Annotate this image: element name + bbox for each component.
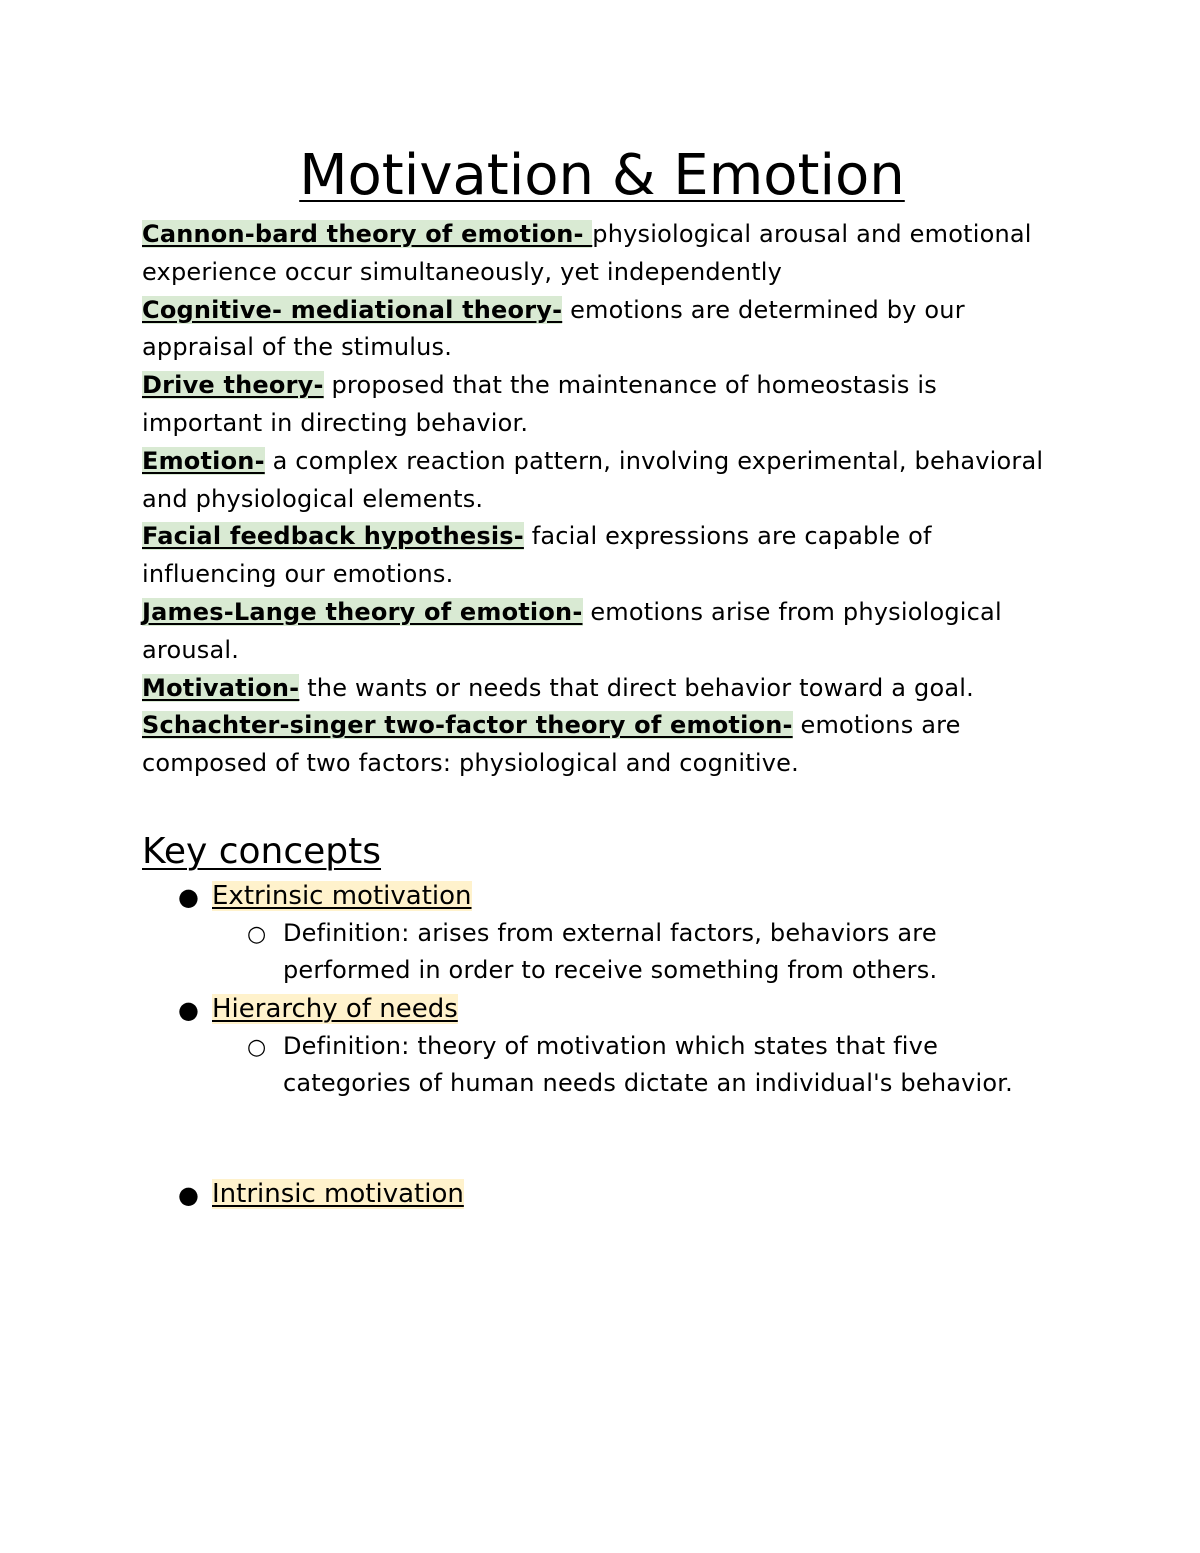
term-entry [142,594,1062,670]
concept-definition [212,915,1062,990]
key-concepts-list [142,877,1062,1213]
concept-sub-list [212,915,1062,990]
term-definition: emotions are determined by our appraisal of the stimulus. [142,295,965,362]
concept-sub-list [212,1028,1062,1103]
concept-label: Intrinsic motivation [212,1178,464,1209]
filled-circle-icon: ● [178,882,199,911]
blank-space [142,1103,1062,1175]
hollow-circle-icon: ○ [247,1034,267,1060]
term-entry [142,518,1062,594]
concept-definition-text: Definition: arises from external factors, behaviors are performed in order to receive something from others. [283,918,938,985]
term-label: Cognitive- mediational theory- [142,295,563,324]
concept-item [142,877,1062,990]
term-entry [142,707,1062,783]
term-label: Facial feedback hypothesis- [142,522,524,551]
term-label: Cannon-bard theory of emotion- [142,220,593,248]
terms-list [142,216,1062,783]
term-label: Emotion- [142,446,265,475]
term-label: Drive theory- [142,371,324,400]
term-label: Schachter-singer two-factor theory of emotion- [142,711,793,740]
key-concepts-heading: Key concepts [142,830,382,872]
term-entry [142,216,1062,292]
term-definition: emotions are composed of two factors: physiological and cognitive. [142,711,961,778]
term-definition: the wants or needs that direct behavior toward a goal. [299,673,974,702]
concept-definition [212,1028,1062,1103]
concept-label: Extrinsic motivation [212,880,472,911]
concept-item [142,1175,1062,1213]
concept-definition-text: Definition: theory of motivation which states that five categories of human needs dictate an individual's behavior. [283,1031,1013,1098]
term-label: James-Lange theory of emotion- [142,597,583,626]
page-title: Motivation & Emotion [299,143,905,208]
filled-circle-icon: ● [178,995,199,1024]
term-label: Motivation- [142,673,300,702]
term-entry [142,443,1062,519]
term-entry [142,670,1062,708]
filled-circle-icon: ● [178,1180,199,1209]
term-entry [142,292,1062,368]
concept-item [142,990,1062,1103]
term-definition: physiological arousal and emotional experience occur simultaneously, yet independently [142,220,1032,286]
term-definition: emotions arise from physiological arousal. [142,597,1002,664]
term-definition: a complex reaction pattern, involving experimental, behavioral and physiological elements. [142,446,1044,513]
term-definition: facial expressions are capable of influencing our emotions. [142,522,932,589]
document-page [142,138,1062,1213]
term-definition: proposed that the maintenance of homeostasis is important in directing behavior. [142,371,938,437]
concept-label: Hierarchy of needs [212,993,458,1024]
hollow-circle-icon: ○ [247,921,267,947]
term-entry [142,367,1062,443]
